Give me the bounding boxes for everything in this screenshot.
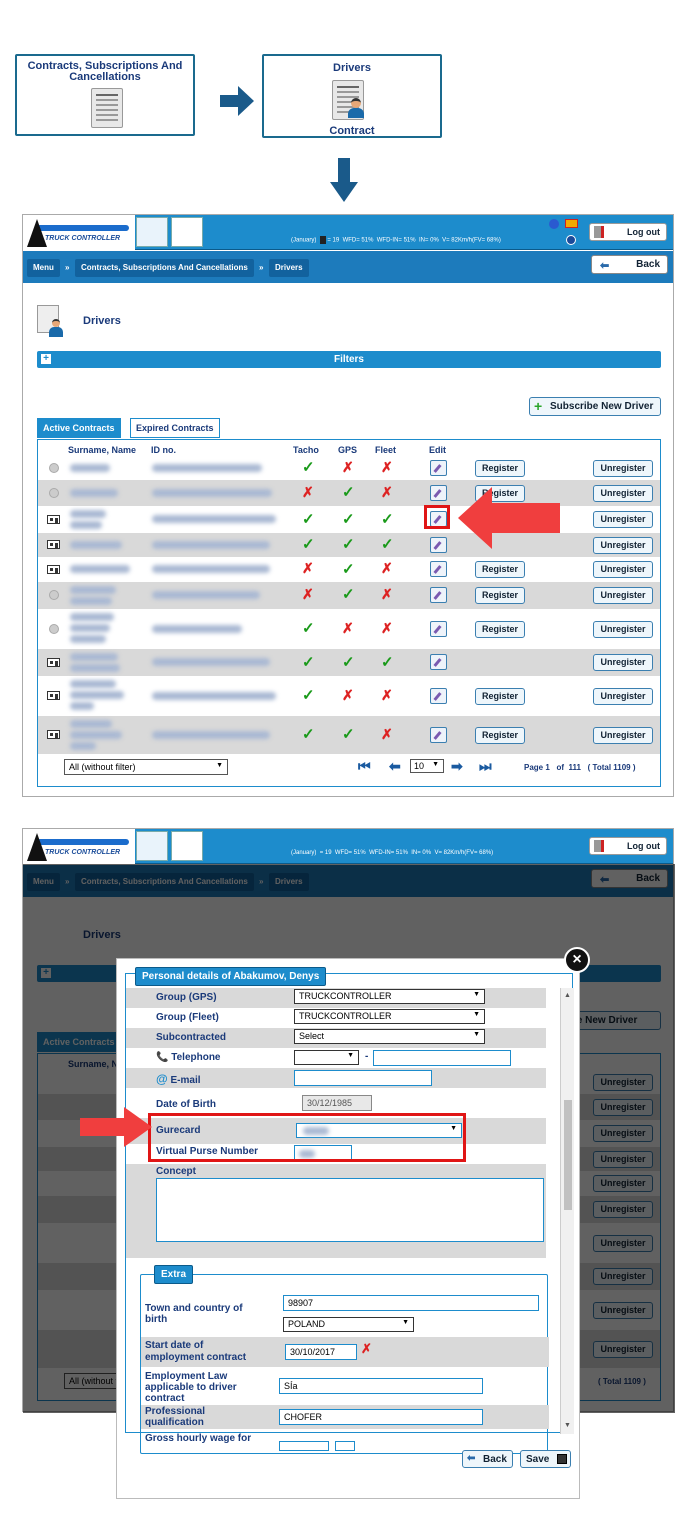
edit-pencil-icon[interactable] — [430, 587, 447, 603]
status-speed: V= 82Km/h(FV= 68%) — [434, 850, 494, 856]
subcontracted-value: Select — [299, 1031, 325, 1041]
dob-label: Date of Birth — [156, 1099, 216, 1110]
chevron-down-icon: ▼ — [402, 1319, 409, 1326]
group-fleet-label: Group (Fleet) — [156, 1012, 219, 1023]
col-id: ID no. — [151, 445, 176, 455]
edit-pencil-icon[interactable] — [430, 654, 447, 670]
gps-check-icon: ✓ — [342, 561, 355, 578]
edit-pencil-icon[interactable] — [430, 460, 447, 476]
at-sign-icon: @ — [156, 1072, 168, 1086]
dialog-save-button[interactable] — [520, 1450, 571, 1468]
gurecard-label: Gurecard — [156, 1125, 201, 1136]
telephone-label: Telephone — [171, 1052, 221, 1063]
driver-card-icon — [47, 658, 60, 667]
filters-label: Filters — [333, 354, 364, 365]
row-group-fleet — [126, 1008, 546, 1028]
unregister-button[interactable]: Unregister — [593, 587, 653, 604]
contract-document-icon — [91, 88, 123, 128]
edit-pencil-icon[interactable] — [430, 561, 447, 577]
unregister-button[interactable]: Unregister — [593, 621, 653, 638]
status-wfd-in: WFD-IN= 51% — [369, 850, 408, 856]
fleet-check-icon: ✓ — [381, 511, 394, 528]
chevron-down-icon: ▼ — [432, 761, 439, 768]
driver-card-icon — [47, 515, 60, 524]
total-pages: 111 — [568, 763, 581, 772]
tacho-check-icon: ✓ — [302, 687, 315, 704]
qualification-label-line1: Professional — [145, 1406, 206, 1417]
chevron-down-icon: ▼ — [347, 1052, 354, 1059]
personal-details-panel — [125, 973, 573, 1444]
next-page-icon[interactable]: ➡ — [451, 758, 463, 774]
fleet-cross-icon: ✗ — [381, 459, 393, 475]
driver-card-icon — [47, 565, 60, 574]
register-button[interactable]: Register — [475, 485, 525, 502]
tacho-check-icon: ✓ — [302, 459, 315, 476]
col-name: Surname, Name — [68, 445, 137, 455]
mail-icon[interactable] — [565, 219, 578, 228]
status-vehicles: = 19 — [327, 237, 340, 244]
filter-select[interactable] — [64, 759, 228, 775]
row-concept — [126, 1164, 546, 1258]
of-word: of — [556, 763, 565, 772]
page-size-select[interactable] — [410, 759, 444, 773]
dialog-title: Personal details of Abakumov, Denys — [135, 967, 326, 986]
register-button[interactable]: Register — [475, 621, 525, 638]
country-select[interactable] — [283, 1317, 414, 1332]
pointer-arrow-left-icon — [458, 487, 560, 549]
back-arrow-icon: ⬅ — [600, 260, 610, 272]
driver-card-icon — [47, 540, 60, 549]
table-row — [38, 582, 660, 609]
clear-date-icon[interactable]: ✗ — [361, 1341, 372, 1356]
unregister-button[interactable]: Unregister — [593, 561, 653, 578]
floppy-disk-icon — [557, 1454, 567, 1464]
telephone-prefix-select[interactable] — [294, 1050, 359, 1065]
scroll-down-icon[interactable]: ▼ — [564, 1422, 571, 1429]
dialog-back-label: Back — [483, 1454, 507, 1465]
subcontracted-label: Subcontracted — [156, 1032, 227, 1043]
computer-app-icon — [136, 831, 168, 861]
register-button[interactable]: Register — [475, 688, 525, 705]
fleet-check-icon: ✓ — [381, 654, 394, 671]
chevron-down-icon: ▼ — [473, 1011, 480, 1018]
flow-step-contracts-title: Contracts, Subscriptions And Cancellations — [27, 60, 183, 83]
edit-pencil-icon[interactable] — [430, 485, 447, 501]
gps-check-icon: ✓ — [342, 511, 355, 528]
last-page-icon[interactable]: ⏭ — [479, 758, 492, 774]
register-button[interactable]: Register — [475, 727, 525, 744]
gross-wage-label: Gross hourly wage for — [145, 1433, 252, 1444]
start-date-label-line2: employment contract — [145, 1352, 247, 1363]
tacho-check-icon: ✓ — [302, 654, 315, 671]
help-icon[interactable] — [566, 235, 576, 245]
fleet-check-icon: ✓ — [381, 536, 394, 553]
register-button[interactable]: Register — [475, 460, 525, 477]
edit-pencil-icon[interactable] — [430, 537, 447, 553]
first-page-icon[interactable]: ⏮ — [358, 758, 371, 774]
scrollbar-thumb[interactable] — [564, 1100, 572, 1210]
dialog-back-button[interactable] — [462, 1450, 513, 1468]
fleet-cross-icon: ✗ — [381, 687, 393, 703]
tacho-cross-icon: ✗ — [302, 560, 314, 576]
concept-textarea[interactable] — [156, 1178, 544, 1242]
drivers-screen — [22, 214, 674, 797]
logout-button — [589, 837, 667, 855]
status-wfd: WFD= 51% — [342, 237, 374, 244]
unregister-button[interactable]: Unregister — [593, 688, 653, 705]
employment-law-input[interactable]: SÍa — [279, 1378, 483, 1394]
expand-plus-icon: + — [41, 354, 51, 364]
status-wfd: WFD= 51% — [334, 850, 366, 856]
row-town-country — [141, 1289, 549, 1333]
col-fleet: Fleet — [375, 445, 397, 455]
status-month: (January) — [291, 237, 317, 244]
table-row — [38, 649, 660, 676]
country-value: POLAND — [288, 1319, 326, 1329]
table-row — [38, 716, 660, 754]
logout-label: Log out — [627, 841, 660, 851]
flow-step-drivers-title: Drivers — [333, 62, 371, 74]
driver-person-icon — [348, 98, 364, 118]
table-row — [38, 676, 660, 716]
page-title: Drivers — [83, 315, 121, 327]
add-plus-icon: + — [534, 398, 543, 414]
chevron-down-icon: ▼ — [216, 762, 223, 769]
town-input[interactable]: 98907 — [283, 1295, 539, 1311]
start-date-input[interactable]: 30/10/2017 — [285, 1344, 357, 1360]
tacho-check-icon: ✓ — [302, 536, 315, 553]
police-car-app-icon[interactable] — [171, 217, 203, 247]
row-subcontracted — [126, 1028, 546, 1048]
unregister-button[interactable]: Unregister — [593, 537, 653, 554]
table-row — [38, 557, 660, 582]
gps-check-icon: ✓ — [342, 726, 355, 743]
breadcrumb-separator: » — [259, 263, 264, 272]
gps-check-icon: ✓ — [342, 536, 355, 553]
gps-cross-icon: ✗ — [342, 620, 354, 636]
breadcrumb-menu[interactable]: Menu — [27, 259, 60, 277]
gps-cross-icon: ✗ — [342, 687, 354, 703]
scroll-up-icon[interactable]: ▲ — [564, 992, 571, 999]
status-in: IN= 0% — [418, 237, 439, 244]
breadcrumb-drivers[interactable]: Drivers — [269, 259, 309, 277]
tab-active-contracts[interactable]: Active Contracts — [37, 418, 121, 438]
row-group-gps — [126, 988, 546, 1008]
filter-select-value: All (without filter) — [69, 762, 136, 772]
filters-toggle[interactable] — [37, 351, 661, 368]
table-row — [38, 533, 660, 557]
virtual-purse-label: Virtual Purse Number — [156, 1146, 259, 1157]
tacho-check-icon: ✓ — [302, 511, 315, 528]
drivers-table — [37, 439, 661, 787]
group-fleet-select[interactable] — [294, 1009, 485, 1024]
col-gps: GPS — [338, 445, 358, 455]
breadcrumb — [23, 251, 673, 283]
dob-input[interactable]: 30/12/1985 — [302, 1095, 372, 1111]
concept-label: Concept — [156, 1166, 196, 1177]
group-fleet-value: TRUCKCONTROLLER — [299, 1011, 392, 1021]
col-edit: Edit — [429, 445, 446, 455]
total-records: ( Total 1109 ) — [587, 763, 636, 772]
breadcrumb-contracts[interactable]: Contracts, Subscriptions And Cancellations — [75, 259, 254, 277]
status-speed: V= 82Km/h(FV= 68%) — [442, 237, 501, 244]
unregister-button[interactable]: Unregister — [593, 511, 653, 528]
status-wfd-in: WFD-IN= 51% — [376, 237, 416, 244]
gross-wage-input[interactable] — [279, 1441, 329, 1451]
truck-controller-logo: TRUCK CONTROLLER — [23, 215, 135, 250]
logout-button[interactable] — [589, 223, 667, 241]
tab-expired-contracts[interactable]: Expired Contracts — [130, 418, 220, 438]
exit-door-icon — [594, 840, 604, 852]
subscribe-new-driver-button[interactable] — [529, 397, 661, 416]
email-input[interactable] — [294, 1070, 432, 1086]
notification-icon[interactable] — [549, 219, 559, 229]
fleet-cross-icon: ✗ — [381, 620, 393, 636]
chevron-down-icon: ▼ — [450, 1125, 457, 1132]
row-telephone — [126, 1048, 546, 1068]
group-gps-label: Group (GPS) — [156, 992, 217, 1003]
breadcrumb-separator: » — [65, 263, 70, 272]
gps-check-icon: ✓ — [342, 484, 355, 501]
employment-law-label-line2: applicable to driver — [145, 1382, 237, 1393]
row-employment-law — [141, 1369, 549, 1405]
inactive-status-icon — [49, 624, 59, 634]
group-gps-value: TRUCKCONTROLLER — [299, 991, 392, 1001]
subcontracted-select[interactable] — [294, 1029, 485, 1044]
unregister-button[interactable]: Unregister — [593, 727, 653, 744]
page-word: Page — [524, 763, 544, 772]
row-email — [126, 1068, 546, 1088]
page-size-value: 10 — [414, 761, 425, 771]
town-label-line2: birth — [145, 1314, 168, 1325]
driver-card-icon — [47, 730, 60, 739]
gps-check-icon: ✓ — [342, 586, 355, 603]
row-start-date — [141, 1337, 549, 1367]
tacho-check-icon: ✓ — [302, 620, 315, 637]
flow-arrow-right-icon — [220, 86, 254, 116]
tacho-cross-icon: ✗ — [302, 484, 314, 500]
dialog-scrollbar[interactable] — [560, 988, 574, 1434]
tacho-check-icon: ✓ — [302, 726, 315, 743]
row-gross-wage — [141, 1429, 549, 1449]
drivers-page-icon — [37, 305, 65, 337]
driver-count-icon — [320, 236, 326, 244]
truck-controller-logo: TRUCK CONTROLLER — [23, 829, 135, 864]
gps-cross-icon: ✗ — [342, 459, 354, 475]
back-arrow-icon: ⬅ — [467, 1453, 476, 1464]
edit-pencil-icon[interactable] — [430, 621, 447, 637]
inactive-status-icon — [49, 463, 59, 473]
previous-page-icon[interactable]: ⬅ — [389, 758, 401, 774]
employment-law-label-line3: contract — [145, 1393, 185, 1404]
phone-icon: 📞 — [156, 1052, 169, 1063]
dialog-save-label: Save — [526, 1454, 550, 1465]
status-vehicles: = 19 — [319, 850, 332, 856]
pointer-arrow-right-icon — [80, 1107, 152, 1147]
pagination-info — [524, 763, 636, 772]
table-row — [38, 506, 660, 533]
unregister-button[interactable]: Unregister — [593, 654, 653, 671]
gps-check-icon: ✓ — [342, 654, 355, 671]
fleet-cross-icon: ✗ — [381, 726, 393, 742]
extra-fieldset — [140, 1274, 548, 1454]
edit-pencil-icon[interactable] — [430, 727, 447, 743]
fleet-cross-icon: ✗ — [381, 484, 393, 500]
telephone-separator: - — [365, 1051, 369, 1062]
telephone-input[interactable] — [373, 1050, 511, 1066]
register-button[interactable]: Register — [475, 587, 525, 604]
highlight-gurecard-fields — [148, 1113, 466, 1162]
personal-details-dialog — [116, 958, 580, 1499]
row-qualification — [141, 1405, 549, 1429]
driver-card-icon — [47, 691, 60, 700]
top-bar — [23, 215, 673, 250]
flow-arrow-down-icon — [330, 158, 358, 202]
extra-section-title: Extra — [154, 1265, 193, 1284]
qualification-label-line2: qualification — [145, 1417, 204, 1428]
qualification-input[interactable]: CHOFER — [279, 1409, 483, 1425]
town-label-line1: Town and country of — [145, 1303, 243, 1314]
email-label: E-mail — [170, 1075, 201, 1086]
current-page: 1 — [545, 763, 550, 772]
flow-step-drivers-caption: Contract — [329, 125, 375, 137]
back-label: Back — [636, 259, 660, 270]
group-gps-select[interactable] — [294, 989, 485, 1004]
employment-law-label-line1: Employment Law — [145, 1371, 228, 1382]
highlight-edit-button — [424, 505, 450, 529]
start-date-label-line1: Start date of — [145, 1340, 204, 1351]
subscribe-label: Subscribe New Driver — [550, 401, 654, 412]
exit-door-icon — [594, 226, 604, 238]
table-row — [38, 456, 660, 480]
chevron-down-icon: ▼ — [473, 991, 480, 998]
chevron-down-icon: ▼ — [473, 1031, 480, 1038]
close-dialog-icon[interactable]: × — [564, 947, 590, 973]
fleet-cross-icon: ✗ — [381, 560, 393, 576]
unregister-button[interactable]: Unregister — [593, 485, 653, 502]
police-car-app-icon — [171, 831, 203, 861]
computer-app-icon[interactable] — [136, 217, 168, 247]
gross-wage-currency-input[interactable] — [335, 1441, 355, 1451]
inactive-status-icon — [49, 488, 59, 498]
fleet-cross-icon: ✗ — [381, 586, 393, 602]
logout-label: Log out — [627, 227, 660, 237]
flow-step-drivers — [262, 54, 442, 138]
inactive-status-icon — [49, 590, 59, 600]
register-button[interactable]: Register — [475, 561, 525, 578]
back-button[interactable] — [591, 255, 668, 274]
edit-pencil-icon[interactable] — [430, 688, 447, 704]
status-in: IN= 0% — [411, 850, 432, 856]
unregister-button[interactable]: Unregister — [593, 460, 653, 477]
table-row — [38, 480, 660, 506]
tacho-cross-icon: ✗ — [302, 586, 314, 602]
col-tacho: Tacho — [293, 445, 319, 455]
status-month: (January) — [291, 850, 317, 856]
table-row — [38, 609, 660, 649]
flow-step-contracts — [15, 54, 195, 136]
